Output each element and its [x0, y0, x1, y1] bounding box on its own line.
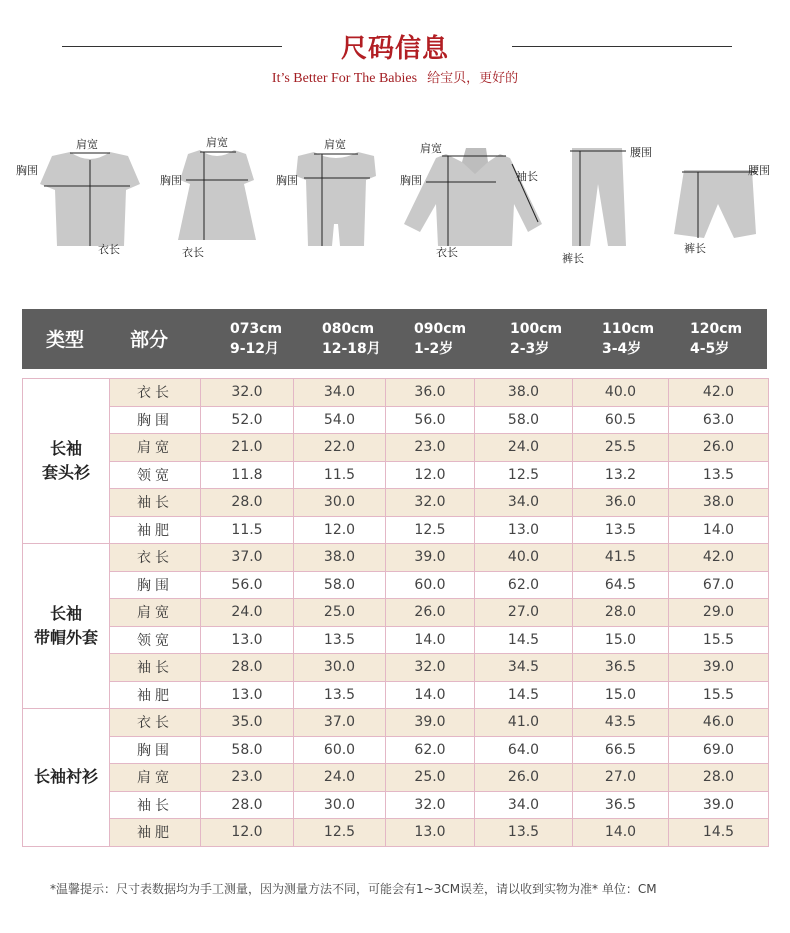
size-value-cell: 60.0	[386, 571, 475, 599]
size-value-cell: 30.0	[294, 791, 386, 819]
part-name-cell: 衣长	[110, 379, 201, 407]
dress-diagram	[160, 136, 275, 265]
size-value-cell: 15.0	[573, 626, 669, 654]
subtitle-en: It’s Better For The Babies	[271, 71, 418, 86]
header-size-100	[510, 319, 562, 359]
size-value-cell: 32.0	[386, 489, 475, 517]
size-value-cell: 14.5	[475, 681, 573, 709]
garment-type-line: 带帽外套	[33, 628, 98, 647]
subtitle-cn: 给宝贝，更好的	[427, 71, 519, 86]
size-value-cell: 21.0	[201, 434, 294, 462]
size-value-cell: 56.0	[386, 406, 475, 434]
size-value-cell: 38.0	[669, 489, 769, 517]
label-pants-length: 裤长	[562, 252, 584, 265]
size-value-cell: 13.5	[294, 626, 386, 654]
size-value-cell: 40.0	[573, 379, 669, 407]
size-value-cell: 24.0	[201, 599, 294, 627]
size-value-cell: 32.0	[386, 654, 475, 682]
size-table-header	[22, 309, 767, 369]
size-value-cell: 23.0	[386, 434, 475, 462]
size-value-cell: 42.0	[669, 544, 769, 572]
size-age: 4-5岁	[690, 341, 730, 357]
size-value-cell: 28.0	[201, 791, 294, 819]
size-value-cell: 23.0	[201, 764, 294, 792]
page-title: 尺码信息	[340, 34, 449, 64]
size-value-cell: 15.0	[573, 681, 669, 709]
measurement-note: *温馨提示：尺寸表数据均为手工测量，因为测量方法不同，可能会有1~3CM误差，请以收到实物为准* 单位：CM	[50, 882, 657, 896]
label-shoulder: 肩宽	[420, 142, 442, 155]
part-name-cell: 衣长	[110, 709, 201, 737]
header-size-110	[602, 319, 654, 359]
size-value-cell: 28.0	[573, 599, 669, 627]
size-code: 080cm	[322, 321, 375, 337]
table-row	[23, 736, 769, 764]
size-value-cell: 26.0	[669, 434, 769, 462]
part-name-cell: 袖长	[110, 489, 201, 517]
size-value-cell: 32.0	[386, 791, 475, 819]
header-size-073	[230, 319, 282, 359]
size-value-cell: 28.0	[669, 764, 769, 792]
size-value-cell: 56.0	[201, 571, 294, 599]
size-value-cell: 43.5	[573, 709, 669, 737]
size-value-cell: 13.2	[573, 461, 669, 489]
table-row	[23, 654, 769, 682]
garment-type-line: 长袖	[49, 604, 82, 623]
size-value-cell: 28.0	[201, 654, 294, 682]
size-age: 12-18月	[322, 341, 381, 357]
label-waist: 腰围	[748, 164, 770, 177]
size-value-cell: 38.0	[294, 544, 386, 572]
size-value-cell: 26.0	[475, 764, 573, 792]
size-value-cell: 40.0	[475, 544, 573, 572]
size-value-cell: 64.0	[475, 736, 573, 764]
label-length: 衣长	[436, 246, 458, 259]
table-row	[23, 599, 769, 627]
pants-diagram	[560, 138, 665, 268]
size-value-cell: 67.0	[669, 571, 769, 599]
header-size-090	[414, 319, 466, 359]
label-chest: 胸围	[160, 174, 182, 187]
size-value-cell: 12.0	[201, 819, 294, 847]
size-value-cell: 24.0	[294, 764, 386, 792]
size-code: 110cm	[602, 321, 655, 337]
size-code: 100cm	[510, 321, 563, 337]
size-value-cell: 13.5	[294, 681, 386, 709]
size-value-cell: 22.0	[294, 434, 386, 462]
size-value-cell: 69.0	[669, 736, 769, 764]
size-value-cell: 28.0	[201, 489, 294, 517]
page-subtitle	[0, 67, 790, 87]
size-value-cell: 14.0	[573, 819, 669, 847]
label-shoulder: 肩宽	[76, 138, 98, 151]
size-age: 2-3岁	[510, 341, 550, 357]
size-value-cell: 39.0	[669, 791, 769, 819]
garment-diagrams	[0, 130, 790, 280]
label-chest: 胸围	[16, 164, 38, 177]
size-value-cell: 34.5	[475, 654, 573, 682]
header-size-120	[690, 319, 742, 359]
size-value-cell: 25.5	[573, 434, 669, 462]
table-row	[23, 406, 769, 434]
header-type: 类型	[46, 329, 85, 351]
size-value-cell: 12.5	[386, 516, 475, 544]
part-name-cell: 袖肥	[110, 819, 201, 847]
size-age: 9-12月	[230, 341, 280, 357]
size-value-cell: 37.0	[294, 709, 386, 737]
size-value-cell: 11.5	[294, 461, 386, 489]
size-value-cell: 60.0	[294, 736, 386, 764]
table-row	[23, 516, 769, 544]
size-value-cell: 58.0	[201, 736, 294, 764]
size-value-cell: 36.5	[573, 654, 669, 682]
part-name-cell: 胸围	[110, 406, 201, 434]
part-name-cell: 肩宽	[110, 764, 201, 792]
size-value-cell: 14.5	[475, 626, 573, 654]
size-value-cell: 58.0	[294, 571, 386, 599]
size-value-cell: 32.0	[201, 379, 294, 407]
table-row	[23, 544, 769, 572]
size-code: 073cm	[230, 321, 283, 337]
size-value-cell: 13.5	[573, 516, 669, 544]
size-value-cell: 39.0	[386, 709, 475, 737]
size-value-cell: 52.0	[201, 406, 294, 434]
garment-type-cell	[23, 709, 110, 847]
tshirt-diagram	[12, 138, 142, 256]
size-value-cell: 46.0	[669, 709, 769, 737]
size-value-cell: 39.0	[669, 654, 769, 682]
size-value-cell: 12.0	[386, 461, 475, 489]
size-value-cell: 34.0	[475, 489, 573, 517]
table-row	[23, 681, 769, 709]
size-value-cell: 15.5	[669, 681, 769, 709]
table-row	[23, 379, 769, 407]
size-value-cell: 13.0	[201, 626, 294, 654]
table-row	[23, 764, 769, 792]
size-age: 1-2岁	[414, 341, 454, 357]
size-value-cell: 62.0	[475, 571, 573, 599]
table-row	[23, 461, 769, 489]
part-name-cell: 袖肥	[110, 516, 201, 544]
garment-type-line: 长袖衬衫	[33, 767, 98, 787]
size-value-cell: 54.0	[294, 406, 386, 434]
garment-type-line: 套头衫	[41, 463, 90, 482]
size-value-cell: 14.0	[669, 516, 769, 544]
table-row	[23, 489, 769, 517]
label-waist: 腰围	[630, 146, 652, 159]
label-length: 衣长	[182, 246, 204, 259]
size-value-cell: 41.5	[573, 544, 669, 572]
size-value-cell: 15.5	[669, 626, 769, 654]
size-value-cell: 13.5	[475, 819, 573, 847]
size-code: 090cm	[414, 321, 467, 337]
size-value-cell: 13.0	[475, 516, 573, 544]
size-value-cell: 11.5	[201, 516, 294, 544]
label-length: 衣长	[98, 243, 120, 256]
label-chest: 胸围	[276, 174, 298, 187]
size-value-cell: 35.0	[201, 709, 294, 737]
size-value-cell: 27.0	[475, 599, 573, 627]
size-value-cell: 26.0	[386, 599, 475, 627]
table-row	[23, 571, 769, 599]
size-value-cell: 24.0	[475, 434, 573, 462]
part-name-cell: 袖肥	[110, 681, 201, 709]
table-row	[23, 791, 769, 819]
size-value-cell: 14.0	[386, 681, 475, 709]
size-value-cell: 58.0	[475, 406, 573, 434]
table-row	[23, 626, 769, 654]
size-value-cell: 12.5	[475, 461, 573, 489]
size-value-cell: 64.5	[573, 571, 669, 599]
size-value-cell: 29.0	[669, 599, 769, 627]
size-value-cell: 38.0	[475, 379, 573, 407]
size-value-cell: 12.5	[294, 819, 386, 847]
label-shoulder: 肩宽	[206, 136, 228, 149]
table-row	[23, 819, 769, 847]
size-value-cell: 41.0	[475, 709, 573, 737]
header-part: 部分	[130, 329, 169, 351]
garment-type-line: 长袖	[49, 439, 82, 458]
size-value-cell: 62.0	[386, 736, 475, 764]
size-age: 3-4岁	[602, 341, 642, 357]
label-sleeve: 袖长	[516, 170, 538, 183]
label-pants-length: 裤长	[684, 242, 706, 255]
size-value-cell: 34.0	[294, 379, 386, 407]
size-value-cell: 14.0	[386, 626, 475, 654]
garment-type-cell	[23, 544, 110, 709]
part-name-cell: 袖长	[110, 791, 201, 819]
label-chest: 胸围	[400, 174, 422, 187]
size-value-cell: 36.0	[386, 379, 475, 407]
part-name-cell: 衣长	[110, 544, 201, 572]
size-value-cell: 12.0	[294, 516, 386, 544]
size-value-cell: 63.0	[669, 406, 769, 434]
size-value-cell: 13.5	[669, 461, 769, 489]
part-name-cell: 肩宽	[110, 599, 201, 627]
size-value-cell: 37.0	[201, 544, 294, 572]
part-name-cell: 胸围	[110, 571, 201, 599]
size-value-cell: 14.5	[669, 819, 769, 847]
size-value-cell: 60.5	[573, 406, 669, 434]
size-value-cell: 13.0	[386, 819, 475, 847]
size-value-cell: 11.8	[201, 461, 294, 489]
part-name-cell: 领宽	[110, 626, 201, 654]
table-row	[23, 709, 769, 737]
shorts-diagram	[670, 160, 790, 260]
jacket-diagram	[396, 140, 546, 265]
part-name-cell: 肩宽	[110, 434, 201, 462]
size-value-cell: 30.0	[294, 654, 386, 682]
part-name-cell: 袖长	[110, 654, 201, 682]
size-value-cell: 42.0	[669, 379, 769, 407]
size-value-cell: 25.0	[386, 764, 475, 792]
garment-type-cell	[23, 379, 110, 544]
header-size-080	[322, 319, 381, 359]
size-value-cell: 36.0	[573, 489, 669, 517]
size-value-cell: 13.0	[201, 681, 294, 709]
romper-diagram	[276, 140, 391, 260]
part-name-cell: 领宽	[110, 461, 201, 489]
size-value-cell: 36.5	[573, 791, 669, 819]
part-name-cell: 胸围	[110, 736, 201, 764]
size-code: 120cm	[690, 321, 743, 337]
size-value-cell: 27.0	[573, 764, 669, 792]
size-value-cell: 39.0	[386, 544, 475, 572]
size-value-cell: 25.0	[294, 599, 386, 627]
size-value-cell: 34.0	[475, 791, 573, 819]
table-row	[23, 434, 769, 462]
size-value-cell: 30.0	[294, 489, 386, 517]
size-table	[22, 378, 769, 847]
size-value-cell: 66.5	[573, 736, 669, 764]
label-shoulder: 肩宽	[324, 138, 346, 151]
